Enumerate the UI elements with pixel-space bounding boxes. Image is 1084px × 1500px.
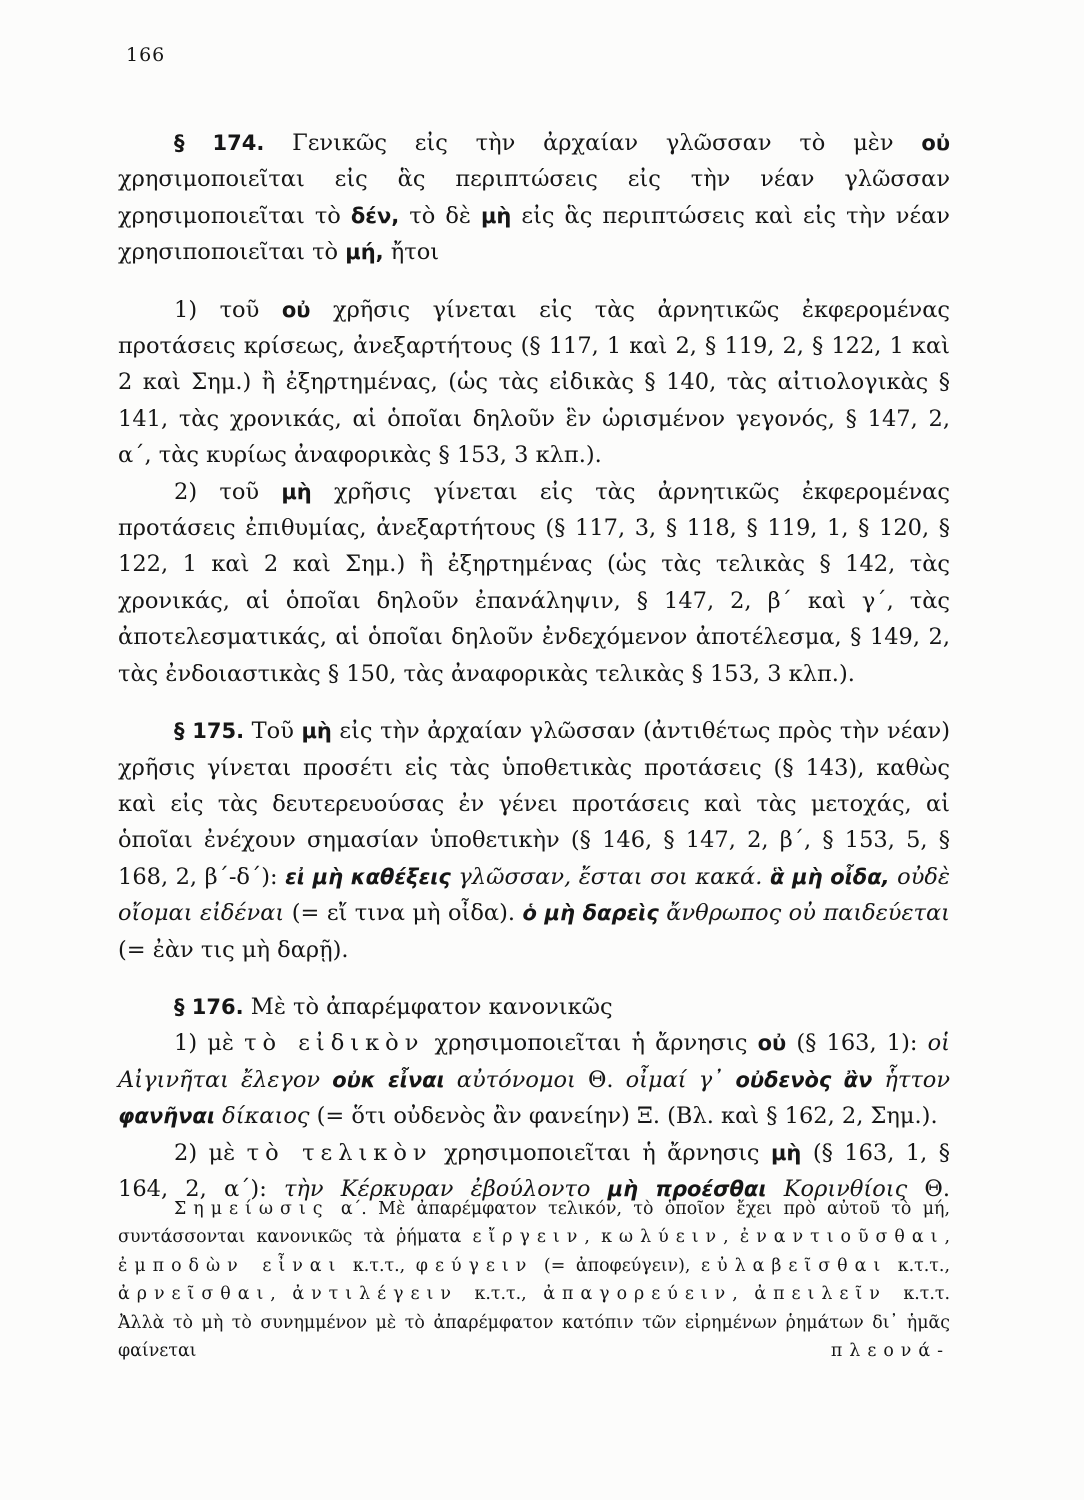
paragraph-176: § 176. Μὲ τὸ ἀπαρέμφατον κανονικῶς bbox=[174, 993, 613, 1020]
footnote bbox=[118, 1195, 950, 1365]
paragraph-174-1: 1) τοῦ οὐ χρῆσις γίνεται εἰς τὰς ἀρνητικῶς ἐκφερομένας προτάσεις κρίσεως, ἀνεξαρτήτους (§ 117, 1 καὶ 2, § 119, 2, § 122, 1 καὶ 2 καὶ Σημ.) ἢ ἐξηρτημένας, (ὡς τὰς εἰδικὰς § 140, τὰς αἰτιολογικὰς § 141, τὰς χρονικάς, αἱ ὁποῖαι δηλοῦν ἓν ὡρισμένον γεγονός, § 147, 2, α΄, τὰς κυρίως ἀναφορικὰς § 153, 3 κλπ.). bbox=[118, 296, 950, 469]
paragraph-176-1: 1) μὲ τὸ εἰδικὸν χρησιμοποιεῖται ἡ ἄρνησις οὐ (§ 163, 1): οἱ Αἰγινῆται ἔλεγον οὐκ εἶναι αὐτόνομοι Θ. οἶμαί γ᾽ οὐδενὸς ἂν ἧττον φανῆναι δίκαιος (= ὅτι οὐδενὸς ἂν φανείην) Ξ. (Βλ. καὶ § 162, 2, Σημ.). bbox=[118, 1030, 951, 1130]
main-text bbox=[118, 125, 950, 1207]
footnote-label: Σημείωσις bbox=[174, 1199, 330, 1219]
page-number: 166 bbox=[126, 44, 166, 66]
section-number: § 176. bbox=[174, 994, 244, 1019]
paragraph-175: § 175. Τοῦ μὴ εἰς τὴν ἀρχαίαν γλῶσσαν (ἀντιθέτως πρὸς τὴν νέαν) χρῆσις γίνεται προσέτι εἰς τὰς ὑποθετικὰς προτάσεις (§ 143), καθὼς καὶ εἰς τὰς δευτερευούσας ἐν γένει προτάσεις καὶ τὰς μετοχάς, αἱ ὁποῖαι ἐνέχουν σημασίαν ὑποθετικὴν (§ 146, § 147, 2, β΄, § 153, 5, § 168, 2, β΄-δ΄): εἰ μὴ καθέξεις γλῶσσαν, ἔσται σοι κακά. ἃ μὴ οἶδα, οὐδὲ οἴομαι εἰδέναι (= εἴ τινα μὴ οἶδα). ὁ μὴ δαρεὶς ἄνθρωπος οὐ παιδεύεται (= ἐὰν τις μὴ δαρῇ). bbox=[118, 718, 951, 963]
section-number: § 174. bbox=[174, 131, 265, 155]
paragraph-176-2: 2) μὲ τὸ τελικὸν χρησιμοποιεῖται ἡ ἄρνησις μὴ (§ 163, 1, § 164, 2, α΄): τὴν Κέρκυραν ἐβούλοντο μὴ προέσθαι Κορινθίοις Θ. bbox=[118, 1139, 950, 1202]
footnote-paragraph: Σημείωσις α΄. Μὲ ἀπαρέμφατον τελικόν, τὸ ὁποῖον ἔχει πρὸ αὐτοῦ τὸ μή, συντάσσονται κανονικῶς τὰ ῥήματα εἴργειν, κωλύειν, ἐναντιοῦσθαι, ἐμποδὼν εἶναι κ.τ.τ., φεύγειν (= ἀποφεύγειν), εὐλαβεῖσθαι κ.τ.τ., ἀρνεῖσθαι, ἀντιλέγειν κ.τ.τ., ἀπαγορεύειν, ἀπειλεῖν κ.τ.τ. Ἀλλὰ τὸ μὴ τὸ συνημμένον μὲ τὸ ἀπαρέμφατον κατόπιν τῶν εἰρημένων ῥημάτων δι᾽ ἡμᾶς φαίνεται πλεονά- bbox=[118, 1199, 951, 1362]
paragraph-174-2: 2) τοῦ μὴ χρῆσις γίνεται εἰς τὰς ἀρνητικῶς ἐκφερομένας προτάσεις ἐπιθυμίας, ἀνεξαρτήτους (§ 117, 3, § 118, § 119, 1, § 120, § 122, 1 καὶ 2 καὶ Σημ.) ἢ ἐξηρτημένας (ὡς τὰς τελικὰς § 142, τὰς χρονικάς, αἱ ὁποῖαι δηλοῦν ἐπανάληψιν, § 147, 2, β΄ καὶ γ΄, τὰς ἀποτελεσματικάς, αἱ ὁποῖαι δηλοῦν ἐνδεχόμενον ἀποτέλεσμα, § 149, 2, τὰς ἐνδοιαστικὰς § 150, τὰς ἀναφορικὰς τελικὰς § 153, 3 κλπ.). bbox=[118, 478, 950, 687]
section-number: § 175. bbox=[174, 719, 245, 744]
paragraph-174: § 174. Γενικῶς εἰς τὴν ἀρχαίαν γλῶσσαν τὸ μὲν οὐ χρησιμοποιεῖται εἰς ἃς περιπτώσεις εἰς τὴν νέαν γλῶσσαν χρησιμοποιεῖται τὸ δέν, τὸ δὲ μὴ εἰς ἃς περιπτώσεις καὶ εἰς τὴν νέαν χρησιποποιεῖται τὸ μή, ἤτοι bbox=[118, 130, 951, 266]
